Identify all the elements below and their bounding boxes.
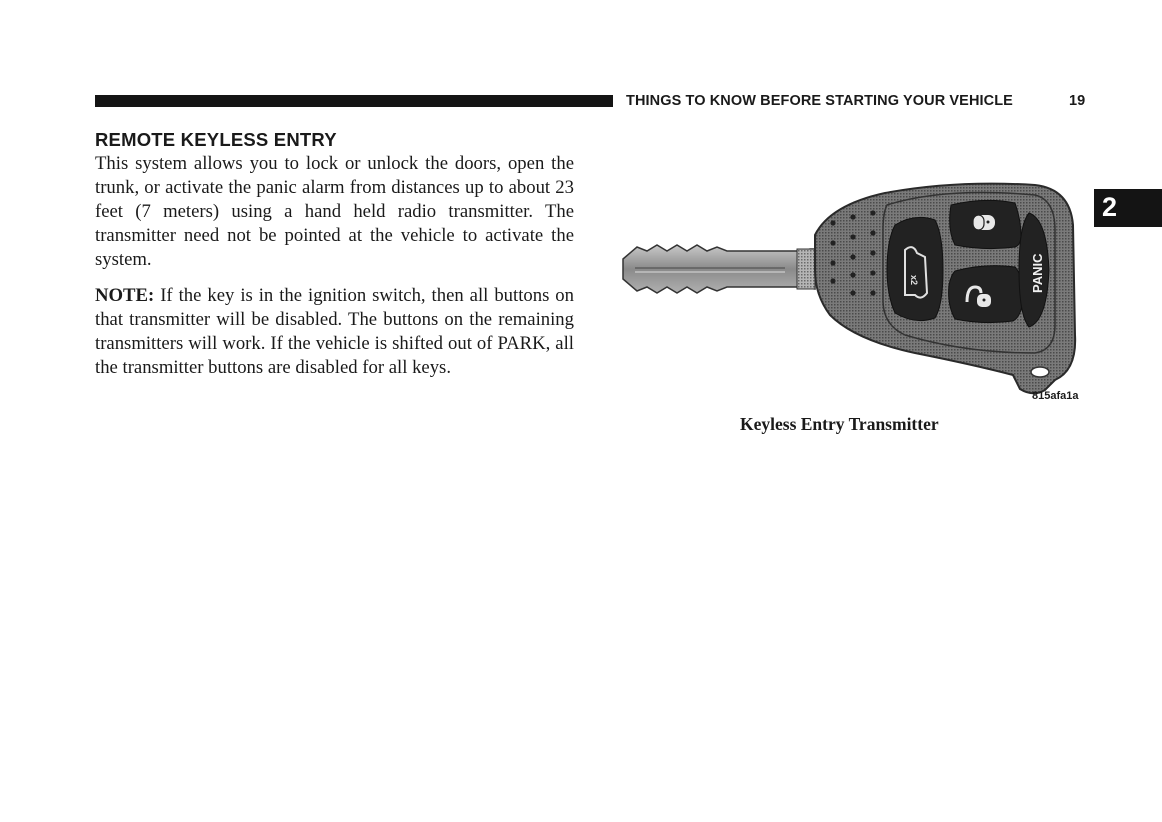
figure-id: 815afa1a <box>1032 390 1079 402</box>
note-label: NOTE: <box>95 285 155 306</box>
section-heading: REMOTE KEYLESS ENTRY <box>95 129 337 150</box>
key-fob-icon <box>615 175 1085 410</box>
header-rule <box>95 95 613 107</box>
intro-paragraph: This system allows you to lock or unlock the doors, open the trunk, or activate the panic alarm from distances up to about 23 feet (7 meters) using a hand held radio transmitter. The transmitter need not be pointed at the vehicle to activate the system. <box>95 153 574 270</box>
svg-text:x2: x2 <box>909 275 919 286</box>
panic-label: PANIC <box>1030 253 1045 293</box>
page-number: 19 <box>1069 93 1086 109</box>
chapter-number: 2 <box>1102 192 1118 222</box>
chapter-tab <box>1094 189 1162 227</box>
figure-caption: Keyless Entry Transmitter <box>740 414 939 434</box>
key-fob-illustration <box>615 175 1085 410</box>
running-header-title: THINGS TO KNOW BEFORE STARTING YOUR VEHICLE <box>626 93 1013 109</box>
note-paragraph <box>95 284 574 380</box>
note-text: If the key is in the ignition switch, then all buttons on that transmitter will be disabled. The buttons on the remaining transmitters will work. If the vehicle is shifted out of PARK, all the transmitter buttons are disabled for all keys. <box>95 285 574 378</box>
